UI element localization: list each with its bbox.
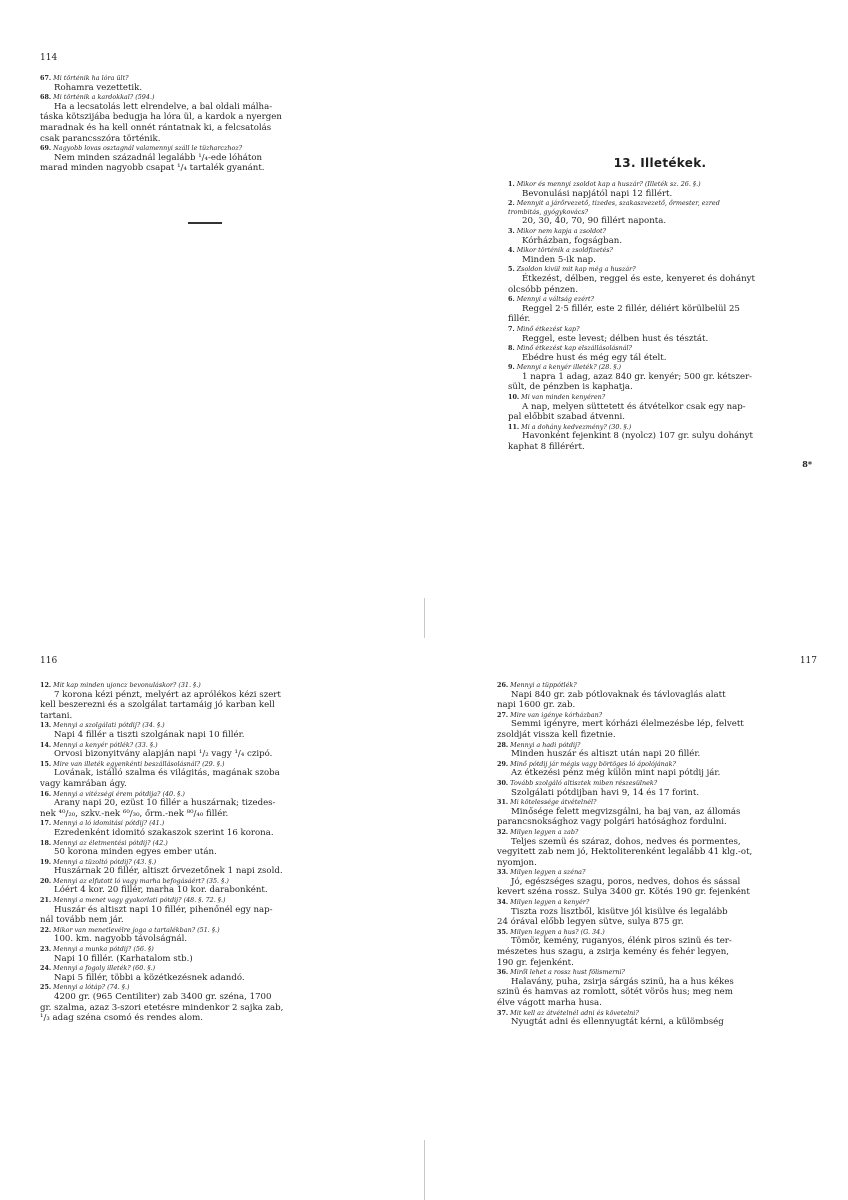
qa-list [508,180,812,453]
question-number: 13. [40,721,52,730]
question-text: Milyen legyen a széna? [510,868,586,877]
question [497,741,817,750]
answer [40,828,350,839]
answer-line: olcsóbb pénzen. [508,284,579,295]
answer [497,768,817,779]
question-number: 16. [40,789,52,798]
answer [40,905,350,926]
question-number: 2. [508,199,515,208]
answer-line: Orvosi bizonyitvány alapján napi ¹/₂ vagy ¹/₄ czipó. [54,749,273,760]
question-text: Mi történik a kardokkal? (594.) [53,93,155,102]
page-115 [508,150,812,469]
question [497,1009,817,1018]
question [508,265,812,274]
answer-line: pal előbbit szabad átvenni. [508,412,626,423]
question-text: Zsoldon kivül mit kap még a huszár? [516,265,636,274]
question [497,898,817,907]
question [508,246,812,255]
question-text: Mi van minden kenyéren? [521,393,606,402]
question-number: 20. [40,876,52,885]
question-number: 32. [497,827,509,836]
question [497,681,817,690]
question [40,74,370,83]
question-number: 11. [508,422,520,431]
page-116 [40,655,350,1024]
question [40,144,370,153]
question-text: Mennyi a szolgálati pótdij? (34. §.) [53,721,165,730]
answer-line: Kórházban, fogságban. [522,235,623,246]
answer [497,719,817,740]
answer-line: Szolgálati pótdijban havi 9, 14 és 17 forint. [511,787,700,798]
question-text: Nagyobb lovas osztagnál valamennyi száll le tüzharczhoz? [53,144,243,153]
answer [40,690,350,722]
question-text: Tovább szolgáló altisztek miben részesülnek? [510,778,658,787]
page-114 [40,52,370,224]
answer [508,216,812,227]
answer-line: Az étkezési pénz még külön mint napi pótdij jár. [511,768,721,779]
answer-line: maradnak és ha kell onnét rántatnak ki, a felcsatolás [40,122,272,133]
page-number: 114 [40,53,58,63]
question-number: 26. [497,681,509,689]
question [497,868,817,877]
question-text: Mikor nem kapja a zsoldot? [516,226,607,235]
answer-line: Bevonulási napjától napi 12 fillért. [522,188,673,199]
question [497,828,817,837]
answer [40,973,350,984]
question [40,983,350,992]
question-text: Mennyi a fogoly illeték? (60. §.) [53,964,156,973]
answer-line: marad minden nagyobb csapat ¹/₄ tartalék gyanánt. [40,163,265,174]
answer-line: Tömör, kemény, ruganyos, élénk piros szinü és ter- [511,936,732,947]
question-text: Mikor történik a zsoldfizetés? [516,246,613,255]
answer-line: Étkezést, délben, reggel és este, kenyeret és dohányt [522,273,755,284]
answer-line: táska kötszijába bedugja ha lóra ül, a kardok a nyergen [40,112,282,123]
answer-line: Reggel 2·5 fillér, este 2 fillér, déliért körülbelül 25 [522,303,740,314]
question-number: 24. [40,964,52,973]
answer-line: Teljes szemü és száraz, dohos, nedves és pormentes, [511,836,741,847]
answer-line: A nap, melyen süttetett és átvételkor csak egy nap- [522,401,746,412]
answer-line: Huszár és altiszt napi 10 fillér, pihenőnél egy nap- [54,904,273,915]
answer-line: Huszárnak 20 fillér, altiszt őrvezetőnek 1 napi zsold. [54,866,283,877]
answer [40,102,370,144]
question-text: Mire van igénye kórházban? [510,710,603,719]
question-number: 30. [497,778,509,787]
answer-line: ¹/₃ adag széna csomó és rendes alom. [40,1013,203,1024]
answer [508,431,812,452]
question-text: Mennyi az életmentési pótdij? (42.) [53,838,168,847]
question-text: Mennyi a ló idomitási pótdij? (41.) [53,819,165,828]
answer-line: Napi 5 fillér, többi a közétkezésnek adandó. [54,972,245,983]
answer-line: kaphat 8 fillérért. [508,442,585,453]
question-number: 37. [497,1008,509,1017]
question [40,945,350,954]
question-text: Minő étkezést kap? [516,324,580,333]
question-number: 6. [508,295,515,304]
question-text: Mire van illeték egyenkénti beszállásolásnál? (29. §.) [53,759,225,768]
question-text: Mennyi a vitézségi érem pótdija? (40. §.) [53,789,185,798]
answer-line: Arany napi 20, ezüst 10 fillér a huszárnak; tizedes- [54,798,276,809]
answer-line: Ha a lecsatolás lett elrendelve, a bal oldali málha- [54,101,273,112]
question-number: 67. [40,74,52,82]
answer-line: Minden 5-ik nap. [522,254,596,265]
answer-line: Semmi igényre, mert kórházi élelmezésbe lép, felvett [511,719,744,730]
answer-line: Minden huszár és altiszt után napi 20 fillér. [511,749,701,760]
answer-line: Nem minden századnál legalább ¹/₄-ede lóháton [54,152,263,163]
answer [508,255,812,266]
question-text: Mi kötelessége átvételnél? [510,798,597,807]
question-text: Mennyi a kenyér illeték? (28. §.) [516,363,622,372]
qa-list [40,681,350,1024]
question-number: 29. [497,759,509,768]
answer [40,798,350,819]
question [40,93,370,102]
page-gutter-bottom [424,1140,425,1200]
question-text: trombitás, gyógykovács? [508,207,589,216]
answer-line: 190 gr. fejenként. [497,957,574,968]
answer-line: Jó, egészséges szagu, poros, nedves, dohos és sással [511,876,741,887]
answer [40,83,370,94]
answer-line: 20, 30, 40, 70, 90 fillért naponta. [522,216,667,227]
question [40,964,350,973]
answer [497,936,817,968]
question-text: Mi történik ha lóra ült? [53,74,129,82]
answer-line: csak parancsszóra történik. [40,133,161,144]
answer [40,866,350,877]
question [40,681,350,690]
qa-list [497,681,817,1028]
question-text: Mennyi a tüzoltó pótdij? (43. §.) [53,857,157,866]
question-number: 12. [40,681,52,689]
question-text: Minő étkezést kap elszállásolásnál? [516,344,632,353]
answer [40,885,350,896]
answer [497,690,817,711]
answer [497,788,817,799]
question-text: Mit kell az átvételnél adni és követelni? [510,1008,639,1017]
answer [40,934,350,945]
question-number: 1. [508,180,515,188]
question [497,798,817,807]
question-text: Milyen legyen a hus? (G. 34.) [510,927,605,936]
question [508,295,812,304]
question-number: 69. [40,144,52,153]
answer-line: Halavány, puha, zsirja sárgás szinü, ha a hus kékes [511,976,734,987]
question-text: Milyen legyen a zab? [510,827,579,836]
answer [40,768,350,789]
question [508,227,812,236]
question-text: Mennyi a hadi pótdij? [510,740,581,749]
answer-line: parancsnoksághoz vagy polgári hatósághoz fordulni. [497,817,727,828]
question [508,199,812,216]
answer-line: Lóért 4 kor. 20 fillér, marha 10 kor. darabonként. [54,885,268,896]
question-number: 31. [497,798,509,807]
question-text: Mit kap minden ujoncz bevonuláskor? (31. §.) [53,681,201,689]
question-text: Mennyi a lótáp? (74. §.) [53,983,130,992]
question-number: 27. [497,710,509,719]
answer-line: 1 napra 1 adag, azaz 840 gr. kenyér; 500 gr. kétszer- [522,371,753,382]
answer [40,992,350,1024]
answer-line: vagy kamrában ágy. [40,778,127,789]
answer [497,977,817,1009]
question-number: 4. [508,246,515,255]
question [497,779,817,788]
answer [497,837,817,869]
question-number: 35. [497,927,509,936]
question-number: 25. [40,983,52,992]
page-gutter-top [424,598,425,638]
section-heading: 13. Illetékek. [613,156,707,170]
answer-line: vegyitett zab nem jó, Hektoliterenként legalább 41 klg.-ot, [497,847,753,858]
answer-line: Reggel, este levest; délben hust és tésztát. [522,333,709,344]
answer-line: Nyugtát adni és ellennyugtát kérni, a külömbség [511,1017,724,1028]
question-text: Mikor és mennyi zsoldot kap a huszár? (Illeték sz. 26. §.) [516,180,701,188]
answer-line: 24 órával előbb legyen sütve, sulya 875 gr. [497,917,684,928]
answer-line: élve vágott marha husa. [497,998,602,1008]
answer [508,236,812,247]
answer [497,1017,817,1028]
question [40,721,350,730]
answer-line: Ebédre hust és még egy tál ételt. [522,352,667,363]
answer-line: Havonként fejenkint 8 (nyolcz) 107 gr. sulyu dohányt [522,431,753,442]
page-117 [497,655,817,1028]
question-number: 9. [508,363,515,372]
answer-line: sült, de pénzben is kaphatja. [508,382,633,393]
answer [497,749,817,760]
qa-list [40,74,370,174]
answer-line: Napi 840 gr. zab pótlovaknak és távlovaglás alatt [511,689,726,700]
answer-line: nál tovább nem jár. [40,915,124,926]
answer [40,749,350,760]
question-number: 14. [40,740,52,749]
answer-line: fillér. [508,314,531,325]
answer [40,847,350,858]
signature-mark: 8* [802,458,812,469]
question-text: Mennyi az elfutott ló vagy marha befogásáért? (35. §.) [53,876,229,885]
question-text: Mennyi a kenyér pótlék? (33. §.) [53,740,158,749]
question-number: 17. [40,819,52,828]
question [508,393,812,402]
question-number: 33. [497,868,509,877]
answer [40,730,350,741]
question [508,363,812,372]
answer-line: szinü és hamvas az romlott, sötét vörös hus; meg nem [497,987,733,998]
answer [497,807,817,828]
question-number: 18. [40,838,52,847]
answer-line: nyomjon. [497,857,537,868]
question-number: 28. [497,740,509,749]
question-text: Mennyit a járőrvezető, tizedes, szakaszvezető, őrmester, ezred [516,199,720,208]
answer-line: kell beszerezni és a szolgálat tartamáig jó karban kell [40,700,275,711]
question [40,839,350,848]
question-number: 10. [508,393,520,402]
question-number: 7. [508,324,515,333]
answer-line: Napi 10 fillér. (Karhatalom stb.) [54,953,193,964]
answer-line: kevert széna rossz. Sulya 3400 gr. Kötés 190 gr. fejenként [497,887,750,898]
answer [40,153,370,174]
answer-line: zsoldját vissza kell fizetnie. [497,729,616,740]
question-text: Mi a dohány kedvezmény? (30. §.) [521,422,632,431]
answer-line: Minőségе felett megvizsgálni, ha baj van, az állomás [511,806,741,817]
page-number: 117 [799,656,817,666]
answer-line: gr. szalma, azaz 3-szori etetésre mindenkor 2 sajka zab, [40,1002,284,1013]
question [508,344,812,353]
answer-line: Lovának, istálló szalma és világitás, magának szoba [54,768,280,779]
question [40,790,350,799]
question-number: 68. [40,93,52,102]
question-text: Mikor van menetlevélre joga a tartalékban? (51. §.) [53,925,220,934]
answer-line: 100. km. nagyobb távolságnál. [54,934,188,945]
answer-line: Rohamra vezettetik. [54,82,143,93]
question-text: Mennyi a váltság ezért? [516,295,595,304]
question-number: 8. [508,344,515,353]
section-end-rule [188,222,222,224]
answer [508,402,812,423]
answer [40,954,350,965]
question-number: 23. [40,945,52,954]
answer-line: 4200 gr. (965 Centiliter) zab 3400 gr. széna, 1700 [54,992,272,1002]
question [40,858,350,867]
question-text: Minő pótdij jár mégis vagy börtöges ló ápolójának? [510,759,676,768]
question [497,968,817,977]
answer [508,304,812,325]
question [508,180,812,189]
question-text: Mennyi a munka pótdij? (56. §) [53,945,154,954]
answer-line: Tiszta rozs lisztből, kisütve jól kisülve és legalább [511,906,728,917]
answer-line: Napi 4 fillér a tiszti szolgának napi 10 fillér. [54,729,245,740]
answer [508,372,812,393]
answer-line: Ezredenként idomitó szakaszok szerint 16 korona. [54,827,274,838]
page-number: 116 [40,656,58,666]
question-number: 15. [40,759,52,768]
question-number: 19. [40,857,52,866]
answer-line: 50 korona minden egyes ember után. [54,847,217,858]
answer [508,353,812,364]
question-number: 5. [508,265,515,274]
question-number: 34. [497,898,509,907]
question-text: Miről lehet a rossz hust fölismerni? [510,968,625,977]
answer [508,189,812,200]
answer [508,274,812,295]
question [40,819,350,828]
question [40,896,350,905]
question-text: Milyen legyen a kenyér? [510,898,590,907]
question-text: Mennyi a menet vagy gyakorlati pótdij? (48. §. 72. §.) [53,896,226,905]
answer [497,877,817,898]
answer-line: napi 1600 gr. zab. [497,700,576,711]
question-number: 21. [40,896,52,905]
answer-line: mészetes hus szagu, a zsirja kemény és fehér legyen, [497,947,730,958]
answer [508,334,812,345]
question-number: 3. [508,226,515,235]
question-number: 22. [40,925,52,934]
answer-line: tartani. [40,710,73,721]
question-number: 36. [497,968,509,977]
answer [497,907,817,928]
question [508,325,812,334]
answer-line: nek ⁴⁰/₂₀, szkv.-nek ⁶⁰/₃₀, őrm.-nek ⁸⁰/₄₀ fillér. [40,808,229,819]
question [40,741,350,750]
answer-line: 7 korona kézi pénzt, melyért az aprólékos kézi szert [54,689,281,700]
question-text: Mennyi a tüppótlék? [510,681,577,689]
